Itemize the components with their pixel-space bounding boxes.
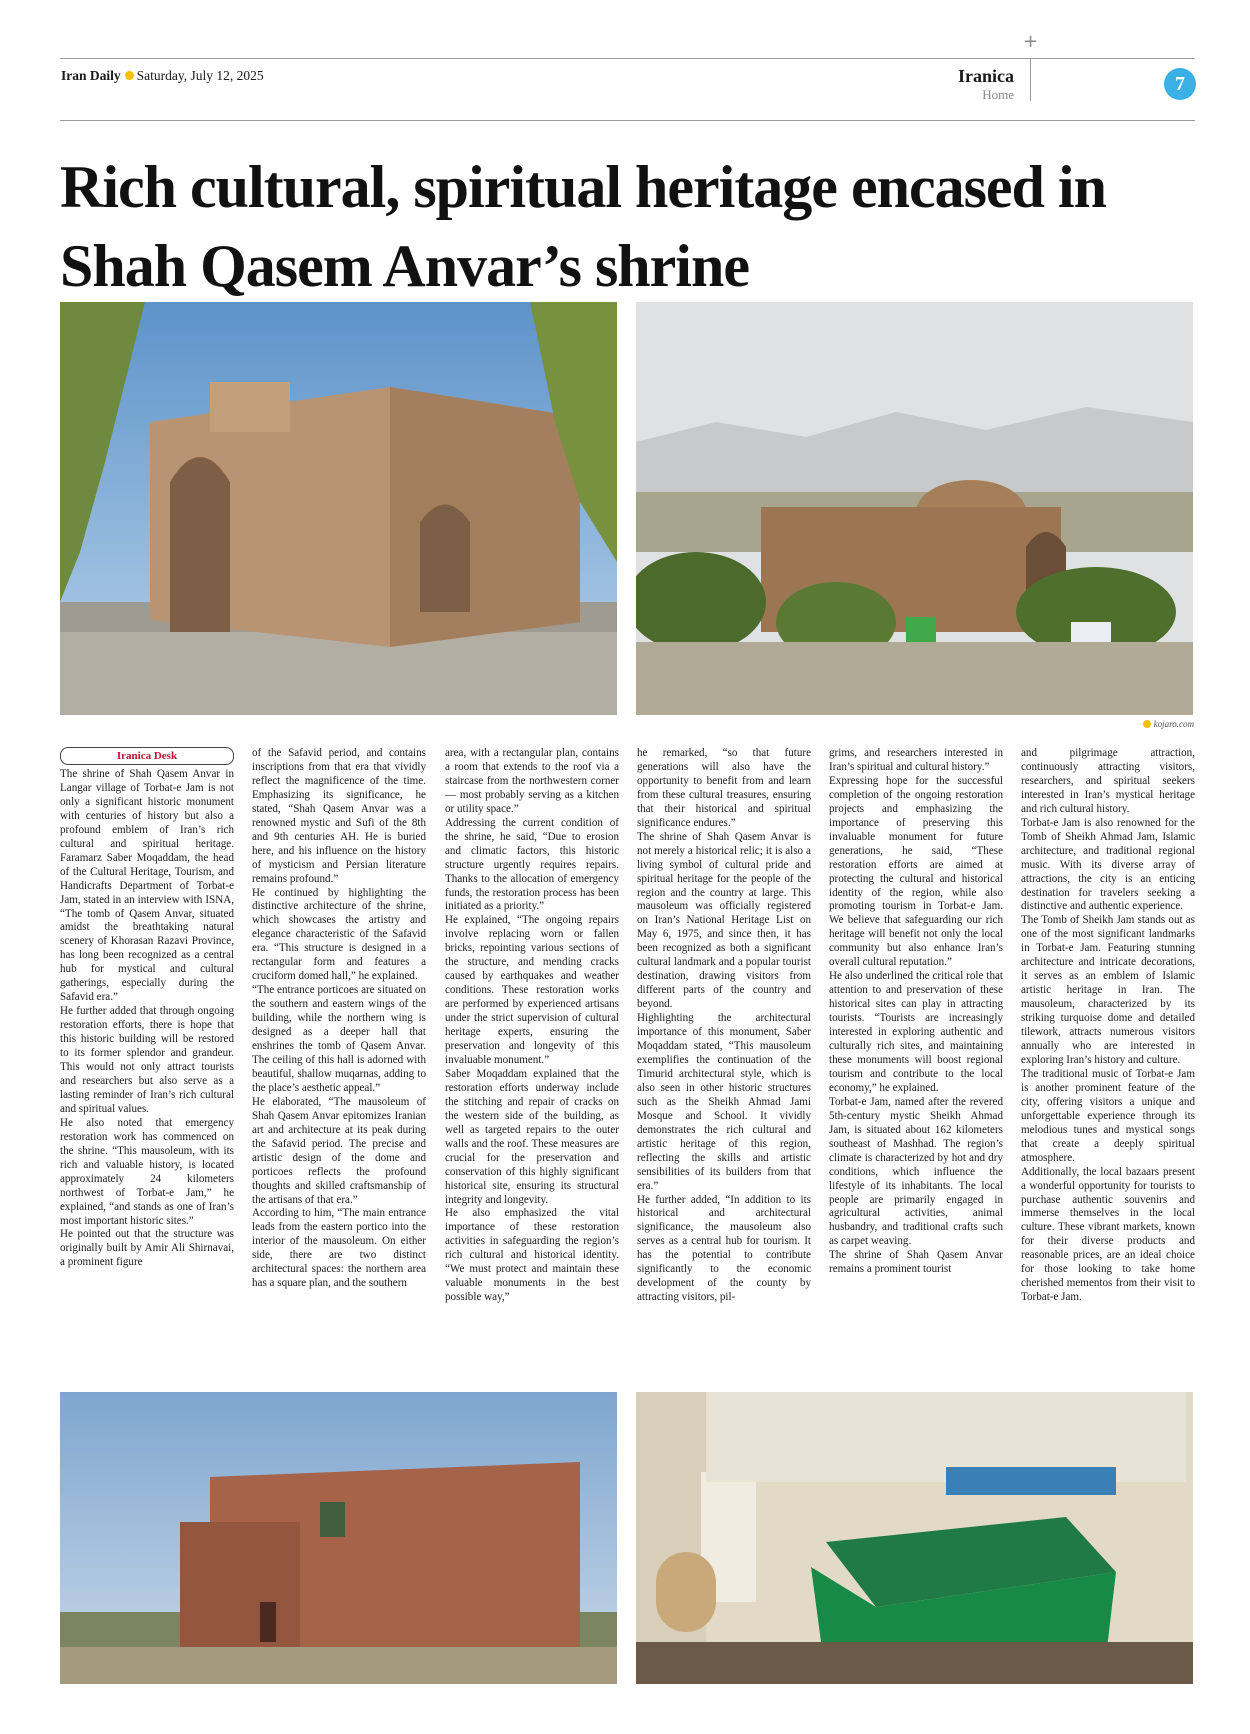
paragraph: He elaborated, “The mausoleum of Shah Qasem Anvar epitomizes Iranian art and architecture at its peak during the Safavid period. The precise and artistic design of the dome and porticoes reflects the profound thoughts and skilled craftsmanship of the artisans of that era.” — [252, 1095, 426, 1206]
publication-name: Iran Daily — [61, 68, 121, 83]
paragraph: The shrine of Shah Qasem Anvar in Langar village of Torbat-e Jam is not only a significant historic monument with centuries of history but also a profound emblem of Iran’s rich cultural and spiritual heritage. Faramarz Saber Moqaddam, the head of the Cultural Heritage, Tourism, and Handicrafts Department of Torbat-e Jam, stated in an interview with ISNA, “The tomb of Qasem Anvar, situated amidst the breathtaking natural scenery of Khorasan Razavi Province, has long been recognized as a central hub for mystical and cultural gatherings, especially during the Safavid era.” — [60, 768, 234, 1004]
paragraph: and pilgrimage attraction, continuously attracting visitors, researchers, and spiritual seekers interested in Iran’s mystical heritage and rich cultural history. — [1021, 747, 1195, 815]
article-column-3 — [445, 747, 619, 1372]
article-column-1 — [60, 747, 234, 1372]
paragraph: He further added that through ongoing restoration efforts, there is hope that this historic building will be restored to its former splendor and grandeur. This would not only attract tourists and researchers but also serve as a lasting reminder of Iran’s rich cultural and spiritual values. — [60, 1005, 234, 1115]
headline: Rich cultural, spiritual heritage encased in Shah Qasem Anvar’s shrine — [60, 154, 1106, 299]
paragraph: The traditional music of Torbat-e Jam is another prominent feature of the city, offering visitors a unique and unforgettable experience through its melodious tunes and mystical songs that create a deeply spiritual atmosphere. — [1021, 1067, 1195, 1164]
paragraph: Torbat-e Jam is also renowned for the Tomb of Sheikh Ahmad Jam, Islamic architecture, and traditional regional music. With its diverse array of attractions, the city is an enticing destination for travelers seeking a distinctive and authentic experience. — [1021, 816, 1195, 913]
photo-credit — [1143, 719, 1194, 729]
issue-date: Saturday, July 12, 2025 — [136, 68, 264, 83]
paragraph: of the Safavid period, and contains inscriptions from that era that vividly reflect the magnificence of the time. Emphasizing its significance, he stated, “Shah Qasem Anvar was a renowned mystic and Sufi of the 8th and 9th centuries AH. He is buried here, and his influence on the history of mysticism and Persian literature remains profound.” — [252, 747, 426, 885]
plus-icon: + — [1023, 31, 1039, 52]
paragraph: Additionally, the local bazaars present a wonderful opportunity for tourists to purchase authentic souvenirs and immerse themselves in the local culture. These vibrant markets, known for their diverse products and reasonable prices, are an ideal choice for those looking to take home cherished mementos from their visit to Torbat-e Jam. — [1021, 1165, 1195, 1304]
paragraph: area, with a rectangular plan, contains a room that extends to the roof via a staircase from the northwestern corner — most probably serving as a kitchen or utility space.” — [445, 747, 619, 815]
shrine-front-view-photo — [60, 302, 617, 715]
header-bottom-rule — [60, 120, 1195, 121]
paragraph: “The entrance porticoes are situated on the southern and eastern wings of the building, while the northern wing is designed as a deeper hall that enshrines the tomb of Qasem Anvar. The ceiling of this hall is adorned with beautiful, shallow muqarnas, adding to the place’s aesthetic appeal.” — [252, 984, 426, 1094]
paragraph: He pointed out that the structure was originally built by Amir Ali Shirnavai, a prominent figure — [60, 1228, 234, 1269]
photo-credit-text: kojaro.com — [1153, 719, 1194, 729]
paragraph: The Tomb of Sheikh Jam stands out as one of the most significant landmarks in Torbat-e Jam. Featuring stunning architecture and intricate decorations, it serves as an emblem of Islamic artistic heritage in Iran. The mausoleum, characterized by its striking turquoise dome and detailed tilework, attracts numerous visitors annually who are interested in exploring Iran’s history and culture. — [1021, 914, 1195, 1066]
paragraph: He explained, “The ongoing repairs involve replacing worn or fallen bricks, repointing various sections of the structure, and mending cracks caused by earthquakes and weather conditions. These restoration works are performed by experienced artisans under the strict supervision of cultural heritage experts, ensuring the preservation and longevity of this invaluable monument.” — [445, 914, 619, 1066]
section-name: Iranica — [958, 66, 1014, 86]
paragraph: The shrine of Shah Qasem Anvar remains a prominent tourist — [829, 1249, 1003, 1276]
header-divider — [1030, 59, 1031, 101]
paragraph: Expressing hope for the successful completion of the ongoing restoration projects and emphasizing the importance of preserving this invaluable monument for future generations, he said, “These restoration efforts are aimed at protecting the cultural and historical identity of the region, while also promoting tourism in Torbat-e Jam. We believe that safeguarding our rich heritage will benefit not only the local community but also enhance Iran’s overall cultural reputation.” — [829, 774, 1003, 969]
paragraph: According to him, “The main entrance leads from the eastern portico into the interior of the mausoleum. On either side, there are two distinct architectural spaces: the northern area has a square plan, and the southern — [252, 1207, 426, 1290]
paragraph: He continued by highlighting the distinctive architecture of the shrine, which showcases the artistry and elegance characteristic of the Safavid era. “This structure is designed in a rectangular form and features a cruciform domed hall,” he explained. — [252, 886, 426, 983]
article-column-2 — [252, 747, 426, 1372]
page-number-badge: 7 — [1164, 68, 1196, 100]
paragraph: Addressing the current condition of the shrine, he said, “Due to erosion and climatic factors, this historic structure urgently requires repairs. Thanks to the allocation of emergency funds, the restoration process has been initiated as a priority.” — [445, 816, 619, 913]
paragraph: He further added, “In addition to its historical and architectural significance, the mausoleum also serves as a central hub for tourism. It has the potential to contribute significantly to the economic development of the county by attracting visitors, pil- — [637, 1193, 811, 1304]
paragraph: Torbat-e Jam, named after the revered 5th-century mystic Sheikh Ahmad Jam, is situated about 162 kilometers southeast of Mashhad. The region’s climate is characterized by hot and dry conditions, which influence the lifestyle of its inhabitants. The local people are primarily engaged in agricultural activities, animal husbandry, and traditional crafts such as carpet weaving. — [829, 1095, 1003, 1248]
paragraph: He also underlined the critical role that attention to and preservation of these historical sites can play in attracting tourists. “Tourists are increasingly interested in exploring authentic and culturally rich sites, and maintaining these monuments will boost regional tourism and contribute to the local economy,” he explained. — [829, 970, 1003, 1094]
paragraph: he remarked, “so that future generations will also have the opportunity to benefit from and learn from these cultural treasures, ensuring that their historical and spiritual significance endures.” — [637, 747, 811, 829]
paragraph: He also emphasized the vital importance of these restoration activities in safeguarding the region’s rich cultural and historical identity. “We must protect and maintain these valuable monuments in the best possible way,” — [445, 1207, 619, 1304]
paragraph: The shrine of Shah Qasem Anvar is not merely a historical relic; it is also a living symbol of cultural pride and spiritual heritage for the people of the region and the country at large. This mausoleum was officially registered on Iran’s National Heritage List on May 6, 1975, and since then, it has been recognized as both a significant cultural landmark and a popular tourist destination, drawing visitors from different parts of the country and beyond. — [637, 830, 811, 1011]
subsection-name: Home — [982, 87, 1014, 102]
article-column-4 — [637, 747, 811, 1372]
article-column-5 — [829, 747, 1003, 1372]
paragraph: Saber Moqaddam explained that the restoration efforts underway include the stitching and repair of cracks on the western side of the building, as well as targeted repairs to the outer walls and the roof. These measures are crucial for the preservation and conservation of this highly significant historical site, ensuring its structural integrity and longevity. — [445, 1067, 619, 1206]
paragraph: grims, and researchers interested in Iran’s spiritual and cultural history.” — [829, 747, 1003, 773]
paragraph: Highlighting the architectural importance of this monument, Saber Moqaddam stated, “This mausoleum exemplifies the continuation of the Timurid architectural style, which is also seen in other historic structures such as the Sheikh Ahmad Jami Mosque and School. It vividly demonstrates the rich cultural and artistic heritage of this region, reflecting the skills and artistic sensibilities of its builders from that era.” — [637, 1012, 811, 1192]
article-column-6 — [1021, 747, 1195, 1372]
shrine-dome-landscape-photo — [636, 302, 1193, 715]
shrine-side-wall-photo — [60, 1392, 617, 1684]
header-top-rule — [60, 58, 1195, 59]
yellow-dot-icon — [125, 71, 134, 80]
tomb-interior-green-cloth-photo — [636, 1392, 1193, 1684]
masthead-line — [61, 68, 264, 84]
section-label — [958, 66, 1014, 104]
yellow-dot-icon — [1143, 720, 1151, 728]
byline: Iranica Desk — [60, 747, 234, 765]
paragraph: He also noted that emergency restoration work has commenced on the shrine. “This mausoleum, with its rich and valuable history, is located approximately 24 kilometers northwest of Torbat-e Jam,” he explained, “and stands as one of Iran’s most important historic sites.” — [60, 1116, 234, 1227]
